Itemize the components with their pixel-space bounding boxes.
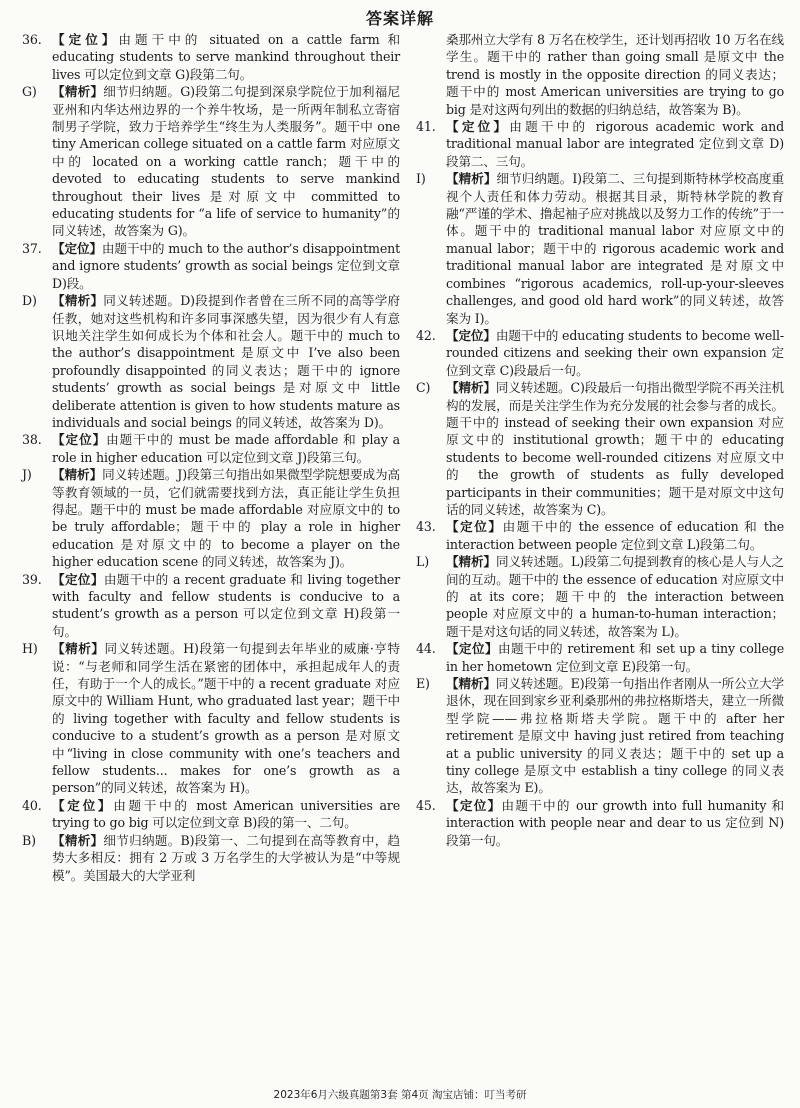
entry-number: B) [22, 832, 36, 848]
entry-body: 同义转述题。L)段第二句提到教育的核心是人与人之间的互动。题干中的 the essence of education 对应原文中的 at its core；题干中的 the interaction between people 对应原文中的 a human-to-human interaction；题干是对这句话的同义转述，故答案为 L)。 [446, 554, 784, 639]
entry-body: 细节归纳题。I)段第二、三句提到斯特林学校高度重视个人责任和体力劳动。根据其目录，斯特林学院的教育融“严谨的学术、撸起袖子应对挑战以及努力工作的传统”于一体。题干中的 traditional manual labor 对应原文中的 manual labor；题干中的 rigorous academic work and traditional manual labor are integrated 是对原文中 combines “rigorous academics, roll-up-your-sleeves challenges, and good old hard work”的同义转述，故答案为 I)。 [446, 171, 784, 326]
entry-number: E) [416, 676, 430, 692]
entry-body: 细节归纳题。G)段第二句提到深泉学院位于加利福尼亚州和内华达州边界的一个养牛牧场，是一所两年制私立寄宿制男子学院，致力于培养学生“终生为人类服务”。题干中 one tiny American college situated on a cattle farm 对应原文中的 located on a working cattle ranch；题干中的 devoted to educating students to serve mankind throughout their lives 是对原文中 committed to educating students for “a life of service to humanity”的同义转述，故答案为 G)。 [52, 84, 400, 239]
entry-tag: 【精析】 [446, 380, 496, 396]
answer-entry [416, 553, 784, 640]
entry-body: 由题干中的 situated on a cattle farm 和 educating students to serve mankind throughout their lives 可以定位到文章 G)段第二句。 [52, 32, 400, 82]
entry-tag: 【精析】 [446, 554, 497, 570]
entry-body: 细节归纳题。B)段第一、二句提到在高等教育中，趋势大多相反：拥有 2 万或 3 万名学生的大学被认为是“中等规模”。美国最大的大学亚利 [52, 832, 400, 883]
entry-text [52, 640, 400, 797]
answer-entry [416, 797, 784, 849]
entry-number: L) [416, 554, 429, 570]
answer-entry [416, 170, 784, 327]
entry-number: 39. [22, 571, 42, 587]
entry-tag: 【定位】 [52, 32, 119, 47]
answer-entry [416, 118, 784, 170]
entry-text [52, 832, 400, 884]
entry-tag: 【定位】 [446, 519, 503, 535]
answer-entry [416, 640, 784, 675]
entry-number: G) [22, 84, 37, 100]
answer-entry [22, 31, 400, 83]
entry-body: 由题干中的 rigorous academic work and traditional manual labor are integrated 定位到文章 D)段第二、三句。 [446, 119, 784, 169]
entry-tag: 【精析】 [52, 293, 104, 309]
answer-entry [22, 571, 400, 641]
entry-text [52, 797, 400, 832]
entry-number: C) [416, 380, 431, 396]
entry-body: 由题干中的 most American universities are trying to go big 可以定位到文章 B)段的第一、二句。 [52, 797, 400, 831]
entry-text [52, 292, 400, 431]
entry-text [52, 431, 400, 466]
entry-text [446, 640, 784, 675]
entry-body: 同义转述题。J)段第三句指出如果微型学院想要成为高等教育领域的一员，它们就需要找到方法，真正能让学生负担得起。题干中的 must be made affordable 对应原文中的 to be truly affordable；题干中的 play a role in higher education 是对原文中的 to become a player on the higher education scene 的同义转述，故答案为 J)。 [52, 467, 400, 570]
entry-number: 40. [22, 797, 42, 813]
entry-tag: 【定位】 [446, 119, 510, 135]
entry-text [52, 240, 400, 292]
answer-entry [22, 466, 400, 570]
right-column [416, 31, 784, 849]
entry-text [52, 466, 400, 570]
answer-entry [416, 327, 784, 379]
entry-tag: 【定位】 [52, 797, 114, 813]
entry-number: H) [22, 641, 38, 657]
entry-text [446, 170, 784, 327]
answer-entry [22, 83, 400, 240]
entry-number: D) [22, 293, 37, 309]
entry-text [446, 675, 784, 797]
answer-entry [416, 675, 784, 797]
entry-tag: 【精析】 [52, 832, 104, 848]
answer-entry [416, 379, 784, 518]
entry-body: 由题干中的 educating students to become well-rounded citizens and seeking their own expansion 定位到文章 C)段最后一句。 [446, 327, 784, 378]
page-footer: 2023年6月六级真题第3套 第4页 淘宝店铺：叮当考研 [273, 1089, 527, 1101]
entry-tag: 【定位】 [446, 797, 502, 813]
entry-body: 由题干中的 the essence of education 和 the interaction between people 定位到文章 L)段第二句。 [446, 519, 784, 552]
entry-text [446, 31, 784, 118]
left-column [22, 31, 400, 884]
entry-text [446, 327, 784, 379]
entry-number: 45. [416, 797, 436, 813]
page-title: 答案详解 [365, 9, 434, 28]
entry-tag: 【精析】 [446, 676, 496, 692]
entry-number: 36. [22, 32, 42, 47]
entry-text [52, 83, 400, 240]
entry-body: 由题干中的 much to the author’s disappointment and ignore students’ growth as social beings 定位到文章 D)段。 [52, 240, 400, 291]
entry-tag: 【定位】 [52, 571, 104, 587]
entry-text [446, 553, 784, 640]
entry-text [52, 571, 400, 641]
entry-number: I) [416, 171, 426, 187]
entry-tag: 【定位】 [446, 641, 498, 657]
answer-entry [416, 518, 784, 553]
entry-number: 37. [22, 240, 42, 256]
entry-text [446, 797, 784, 849]
entry-number: J) [22, 467, 32, 483]
entry-body: 桑那州立大学有 8 万名在校学生，还计划再招收 10 万名在线学生。题干中的 rather than going small 是原文中 the trend is mostly in the opposite direction 的同义表达；题干中的 most American universities are trying to go big 是对这两句列出的数据的归纳总结，故答案为 B)。 [446, 32, 784, 117]
entry-body: 由题干中的 our growth into full humanity 和 interaction with people near and dear to us 定位到 N)段第一句。 [446, 797, 784, 848]
answer-entry [22, 431, 400, 466]
entry-body: 同义转述题。H)段第一句提到去年毕业的威廉·亨特说：“与老师和同学生活在紧密的团体中，承担起成年人的责任，有助于一个人的成长。”题干中的 a recent graduate 对应原文中的 William Hunt, who graduated last year；题干中的 living together with faculty and fellow students is conducive to a student’s growth as a person 是对原文中“living in close community with one’s teachers and fellow students... makes for one’s growth as a person”的同义转述，故答案为 H)。 [52, 641, 400, 796]
entry-number: 41. [416, 119, 436, 135]
entry-body: 同义转述题。D)段提到作者曾在三所不同的高等学府任教，她对这些机构和许多同事深感失望，因为很少有人有意识地关注学生如何成长为个体和社会人。题干中的 much to the author’s disappointment 是原文中 I’ve also been profoundly disappointed 的同义表达；题干中的 ignore students’ growth as social beings 是对原文中 little deliberate attention is given to how students mature as individuals and social beings 的同义转述，故答案为 D)。 [52, 293, 400, 430]
entry-text [52, 31, 400, 83]
answer-entry [22, 797, 400, 832]
entry-number: 44. [416, 641, 436, 657]
entry-text [446, 379, 784, 518]
entry-tag: 【定位】 [52, 240, 102, 256]
answer-entry [416, 31, 784, 118]
entry-text [446, 118, 784, 170]
entry-body: 同义转述题。E)段第一句指出作者刚从一所公立大学退休，现在回到家乡亚利桑那州的弗拉格斯塔夫，建立一所微型学院——弗拉格斯塔夫学院。题干中的 after her retirement 是原文中 having just retired from teaching at a public university 的同义表达；题干中的 set up a tiny college 是原文中 establish a tiny college 的同义表达，故答案为 E)。 [446, 676, 784, 796]
entry-tag: 【精析】 [52, 641, 105, 657]
entry-tag: 【精析】 [446, 171, 497, 187]
entry-body: 由题干中的 must be made affordable 和 play a role in higher education 可以定位到文章 J)段第三句。 [52, 432, 400, 465]
entry-tag: 【定位】 [52, 432, 107, 448]
answer-entry [22, 832, 400, 884]
entry-number: 38. [22, 432, 42, 448]
entry-body: 同义转述题。C)段最后一句指出微型学院不再关注机构的发展，而是关注学生作为充分发展的社会参与者的成长。题干中的 instead of seeking their own expansion 对应原文中的 institutional growth；题干中的 educating students to become well-rounded citizens 对应原文中的 the growth of students as fully developed participants in their communities；题干是对原文中这句话的同义转述，故答案为 C)。 [446, 380, 784, 517]
entry-body: 由题干中的 a recent graduate 和 living together with faculty and fellow students is conducive to a student’s growth as a person 可以定位到文章 H)段第一句。 [52, 571, 400, 639]
answer-entry [22, 292, 400, 431]
entry-tag: 【定位】 [446, 327, 496, 343]
entry-number: 42. [416, 327, 436, 343]
entry-tag: 【精析】 [52, 84, 104, 100]
entry-tag: 【精析】 [52, 467, 103, 483]
answer-entry [22, 640, 400, 797]
entry-number: 43. [416, 519, 436, 535]
entry-number [416, 31, 446, 118]
entry-text [446, 518, 784, 553]
entry-body: 由题干中的 retirement 和 set up a tiny college in her hometown 定位到文章 E)段第一句。 [446, 641, 784, 674]
answer-entry [22, 240, 400, 292]
